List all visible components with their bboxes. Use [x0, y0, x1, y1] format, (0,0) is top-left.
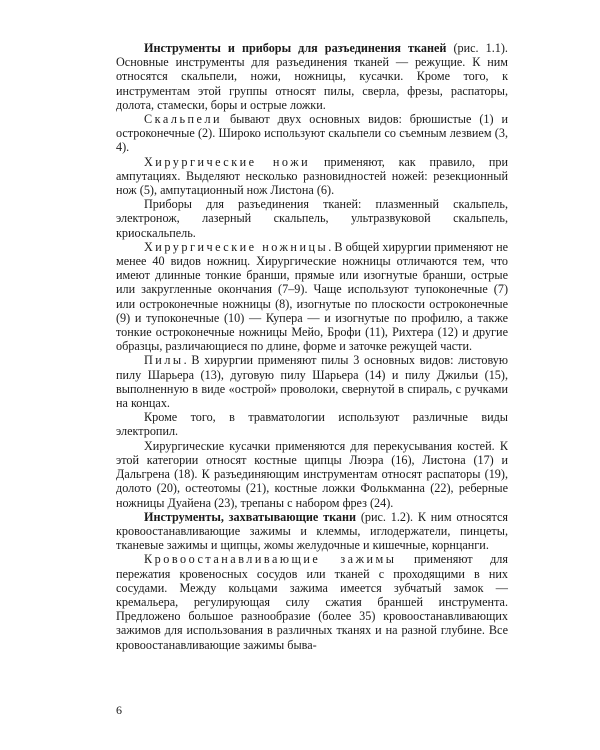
paragraph-text: (рис. 1.2). К ним относятся кровоостанавливающие зажимы и клеммы, иглодержатели, пинцеты, тканевые зажимы и щипцы, жомы желудочные и кишечные, корнцанги.	[116, 509, 508, 553]
paragraph-text: Приборы для разъединения тканей: плазменный скальпель, электронож, лазерный скальпель, ультразвуковой скальпель, криоскальпель.	[116, 197, 508, 240]
term-hemostatic-clamps: Кровоостанавливающие зажимы	[144, 552, 397, 567]
term-surgical-knives: Хирургические ножи	[144, 154, 311, 169]
paragraph-bone-cutters	[116, 439, 508, 510]
term-saws: Пилы	[144, 353, 184, 368]
paragraph-dissecting-devices	[116, 197, 508, 240]
paragraph-saws	[116, 353, 508, 410]
paragraph-text: Кроме того, в травматологии используют различные виды электропил.	[116, 410, 508, 439]
paragraph-hemostatic-clamps	[116, 552, 508, 651]
paragraph-text: применяют для пережатия кровеносных сосудов или тканей с проходящими в них сосудами. Между кольцами зажима имеется зубчатый замок — кремальера, регулирующая силу сжатия браншей инструмента. Предложено большое разнообразие (более 35) кровоостанавливающих зажимов для использования в различных тканях и на разной глубине. Все кровоостанавливающие зажимы быва-	[116, 552, 508, 652]
section-heading-grasping-instruments: Инструменты, захватывающие ткани	[144, 509, 357, 524]
paragraph-electric-saws	[116, 410, 508, 438]
paragraph-surgical-knives	[116, 155, 508, 198]
paragraph-dissecting-instruments	[116, 41, 508, 112]
paragraph-text: применяют, как правило, при ампутациях. Выделяют несколько разновидностей ножей: резекционный нож (5), ампутационный нож Листона (6).	[116, 154, 508, 198]
section-heading-dissecting-instruments: Инструменты и приборы для разъединения тканей	[144, 41, 447, 55]
paragraph-grasping-instruments	[116, 510, 508, 553]
paragraph-scalpels	[116, 112, 508, 155]
paragraph-surgical-scissors	[116, 240, 508, 354]
paragraph-text: . В общей хирургии применяют не менее 40 видов ножниц. Хирургические ножницы отличаются тем, что имеют длинные тонкие бранши, прямые или изогнутые бранши, острые или закругленные окончания (7–9). Чаще используют тупоконечные (7) или остроконечные ножницы (8), изогнутые по плоскости остроконечные (9) и тупоконечные (10) — Купера — и изогнутые по профилю, а также тонкие остроконечные ножницы Мейо, Брофи (11), Рихтера (12) и другие образцы, различающиеся по длине, форме и заточке режущей части.	[116, 239, 509, 354]
page-body	[116, 41, 508, 652]
paragraph-text: бывают двух основных видов: брюшистые (1) и остроконечные (2). Широко используют скальпели со съемным лезвием (3, 4).	[116, 112, 508, 155]
paragraph-text: (рис. 1.1). Основные инструменты для разъединения тканей — режущие. К ним относятся скальпели, ножи, ножницы, кусачки. Кроме того, к инструментам этой группы относят пилы, сверла, фрезы, распаторы, долота, стамески, боры и острые ложки.	[116, 41, 508, 112]
paragraph-text: Хирургические кусачки применяются для перекусывания костей. К этой категории относят костные щипцы Люэра (16), Листона (17) и Дальгрена (18). К разъединяющим инструментам относят распаторы (19), долото (20), остеотомы (21), костные ложки Фолькманна (22), реберные ножницы Дуайена (23), трепаны с набором фрез (24).	[116, 438, 508, 510]
term-scalpels: Скальпели	[144, 112, 223, 127]
term-surgical-scissors: Хирургические ножницы	[144, 239, 329, 254]
page-number: 6	[116, 703, 122, 717]
paragraph-text: . В хирургии применяют пилы 3 основных видов: листовую пилу Шарьера (13), дуговую пилу Шарьера (14) и пилу Джильи (15), выполненную в виде «острой» проволоки, свернутой в спираль, с ручками на концах.	[116, 353, 508, 411]
